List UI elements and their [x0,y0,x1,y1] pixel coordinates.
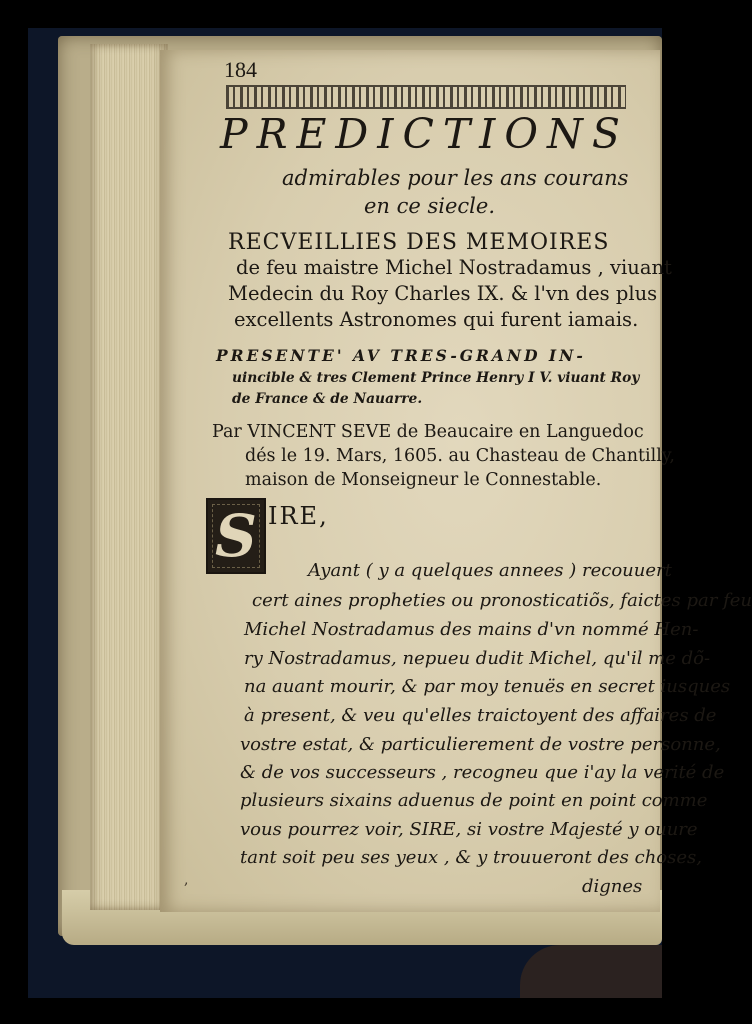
decorated-initial [206,498,266,574]
recueillies-line: Medecin du Roy Charles IX. & l'vn des plus [228,282,658,305]
body-line: ry Nostradamus, nepueu dudit Michel, qu'il me dõ- [244,648,711,669]
ornament-band [226,85,626,109]
body-line: vostre estat, & particulierement de vostre personne, [240,734,721,755]
presente-line: uincible & tres Clement Prince Henry I V. viuant Roy [232,370,640,386]
body-line: à present, & veu qu'elles traictoyent des affaires de [244,705,717,726]
salutation: IRE, [268,502,329,530]
author-line: maison de Monseigneur le Connestable. [245,470,602,490]
body-line: Ayant ( y a quelques annees ) recouuert [308,560,672,581]
recueillies-line: excellents Astronomes qui furent iamais. [234,308,639,331]
hand-shadow [520,945,662,998]
body-line: plusieurs sixains aduenus de point en point comme [240,790,708,811]
book-page [160,50,752,912]
initial-letter: S [215,502,257,570]
gutter-mark: , [184,872,189,888]
body-line: tant soit peu ses yeux , & y trouueront des choses, [240,847,702,868]
body-line: Michel Nostradamus des mains d'vn nommé Hen- [244,619,699,640]
author-line: Par VINCENT SEVE de Beaucaire en Languedoc [212,422,644,442]
subtitle-line-2: en ce siecle. [364,194,495,218]
author-line: dés le 19. Mars, 1605. au Chasteau de Chantilly, [245,446,675,466]
page-stack-edge [90,44,168,910]
catchword: dignes [582,876,643,897]
body-line: cert aines propheties ou pronosticatiõs, faictes par feu [252,590,752,611]
presente-heading: PRESENTE' AV TRES-GRAND IN- [216,346,586,365]
page-number: 184 [224,57,257,82]
body-line: vous pourrez voir, SIRE, si vostre Majesté y ouure [240,819,698,840]
body-line: na auant mourir, & par moy tenuës en secret iusques [244,676,731,697]
recueillies-line: de feu maistre Michel Nostradamus , viuant [236,256,672,279]
presente-line: de France & de Nauarre. [232,391,423,407]
subtitle-line-1: admirables pour les ans courans [282,166,629,190]
recueillies-heading: RECVEILLIES DES MEMOIRES [228,230,610,255]
page-title: PREDICTIONS [220,110,629,158]
body-line: & de vos successeurs , recogneu que i'ay la verité de [240,762,725,783]
